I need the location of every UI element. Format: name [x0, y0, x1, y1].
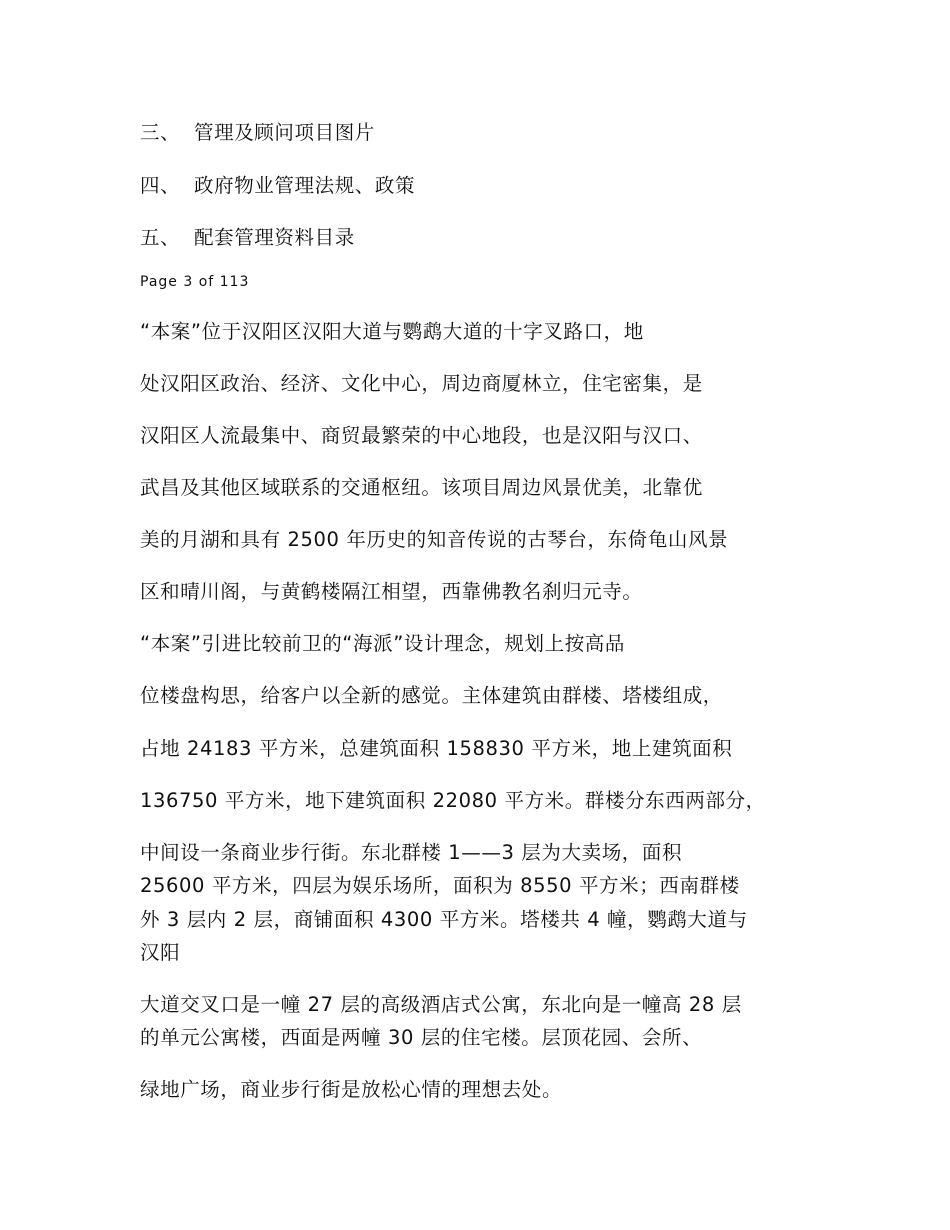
- toc-number: 三、: [140, 121, 181, 144]
- toc-item-3: [140, 123, 375, 143]
- toc-number: 五、: [140, 226, 181, 249]
- toc-text: 管理及顾问项目图片: [194, 121, 375, 144]
- body-line: “本案”引进比较前卫的“海派”设计理念，规划上按高品: [140, 632, 626, 655]
- body-line: 的单元公寓楼，西面是两幢 30 层的住宅楼。层顶花园、会所、: [140, 1026, 703, 1049]
- body-line: 汉阳: [140, 941, 181, 964]
- toc-item-5: [140, 228, 355, 248]
- body-line: 处汉阳区政治、经济、文化中心，周边商厦林立，住宅密集，是: [140, 372, 703, 395]
- toc-item-4: [140, 176, 415, 196]
- body-line: 大道交叉口是一幢 27 层的高级酒店式公寓，东北向是一幢高 28 层: [140, 993, 742, 1016]
- toc-number: 四、: [140, 174, 181, 197]
- body-line: 占地 24183 平方米，总建筑面积 158830 平方米，地上建筑面积: [140, 737, 733, 760]
- body-line: 区和晴川阁，与黄鹤楼隔江相望，西靠佛教名刹归元寺。: [140, 580, 643, 603]
- body-line: 武昌及其他区域联系的交通枢纽。该项目周边风景优美，北靠优: [140, 476, 703, 499]
- page-number: Page 3 of 113: [140, 274, 250, 290]
- toc-text: 配套管理资料目录: [194, 226, 355, 249]
- body-line: 中间设一条商业步行街。东北群楼 1——3 层为大卖场，面积: [140, 841, 683, 864]
- body-line: 136750 平方米，地下建筑面积 22080 平方米。群楼分东西两部分，: [140, 789, 766, 812]
- body-line: “本案”位于汉阳区汉阳大道与鹦鹉大道的十字叉路口，地: [140, 320, 644, 343]
- toc-text: 政府物业管理法规、政策: [194, 174, 416, 197]
- body-line: 位楼盘构思，给客户以全新的感觉。主体建筑由群楼、塔楼组成，: [140, 684, 723, 707]
- body-line: 外 3 层内 2 层，商铺面积 4300 平方米。塔楼共 4 幢，鹦鹉大道与: [140, 908, 748, 931]
- body-line: 美的月湖和具有 2500 年历史的知音传说的古琴台，东倚龟山风景: [140, 528, 729, 551]
- body-line: 汉阳区人流最集中、商贸最繁荣的中心地段，也是汉阳与汉口、: [140, 424, 703, 447]
- body-line: 25600 平方米，四层为娱乐场所，面积为 8550 平方米；西南群楼: [140, 874, 740, 897]
- body-line: 绿地广场，商业步行街是放松心情的理想去处。: [140, 1078, 563, 1101]
